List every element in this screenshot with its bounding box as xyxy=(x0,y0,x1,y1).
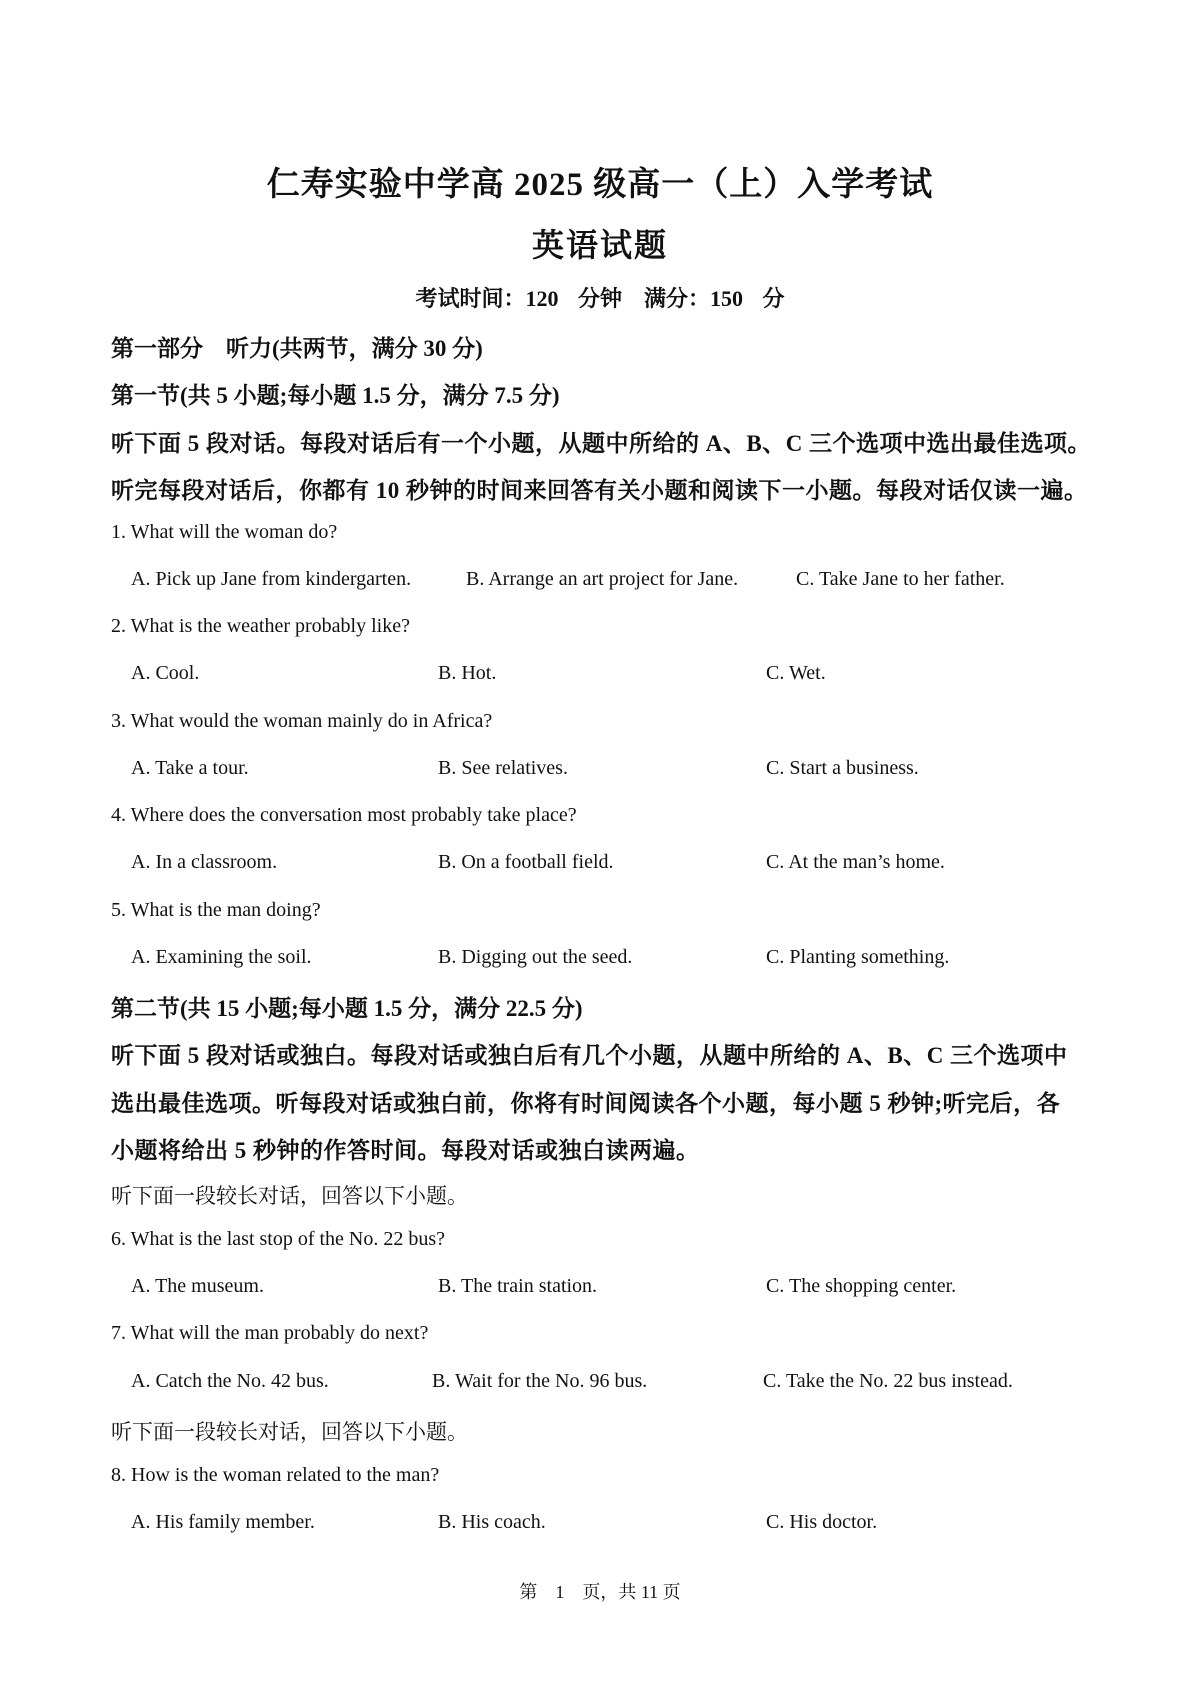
option-a: A. Take a tour. xyxy=(131,757,249,779)
option-b: B. Arrange an art project for Jane. xyxy=(466,568,739,590)
exam-meta: 考试时间：120 分钟 满分：150 分 xyxy=(415,286,785,311)
option-a: A. Catch the No. 42 bus. xyxy=(131,1370,329,1392)
option-b: B. See relatives. xyxy=(438,757,568,779)
option-c: C. At the man’s home. xyxy=(766,851,945,873)
part-heading: 第一部分 听力(共两节，满分 30 分) xyxy=(111,336,483,361)
option-c: C. The shopping center. xyxy=(766,1275,957,1297)
section2-instruction-line: 小题将给出 5 秒钟的作答时间。每段对话或独白读两遍。 xyxy=(111,1138,700,1163)
exam-title: 仁寿实验中学高 2025 级高一（上）入学考试 xyxy=(266,167,934,203)
question-text: 1. What will the woman do? xyxy=(111,521,338,543)
option-a: A. Pick up Jane from kindergarten. xyxy=(131,568,412,590)
exam-subtitle: 英语试题 xyxy=(531,227,668,263)
option-c: C. His doctor. xyxy=(766,1511,878,1533)
option-b: B. The train station. xyxy=(438,1275,598,1297)
section1-instruction-line: 听下面 5 段对话。每段对话后有一个小题，从题中所给的 A、B、C 三个选项中选出最佳选项。 xyxy=(111,431,1092,456)
question-text: 8. How is the woman related to the man? xyxy=(111,1464,440,1486)
option-a: A. The museum. xyxy=(131,1275,264,1297)
page-footer: 第 1 页，共 11 页 xyxy=(519,1582,681,1602)
question-text: 5. What is the man doing? xyxy=(111,899,321,921)
section1-instruction-line: 听完每段对话后，你都有 10 秒钟的时间来回答有关小题和阅读下一小题。每段对话仅读一遍。 xyxy=(111,478,1088,503)
listening-note: 听下面一段较长对话，回答以下小题。 xyxy=(111,1420,468,1444)
option-b: B. His coach. xyxy=(438,1511,546,1533)
option-c: C. Take Jane to her father. xyxy=(796,568,1005,590)
option-b: B. Digging out the seed. xyxy=(438,946,633,968)
option-c: C. Take the No. 22 bus instead. xyxy=(763,1370,1013,1392)
option-c: C. Planting something. xyxy=(766,946,950,968)
option-b: B. On a football field. xyxy=(438,851,614,873)
question-text: 4. Where does the conversation most probably take place? xyxy=(111,804,577,826)
section2-heading: 第二节(共 15 小题;每小题 1.5 分，满分 22.5 分) xyxy=(111,996,583,1021)
question-text: 7. What will the man probably do next? xyxy=(111,1322,429,1344)
option-a: A. His family member. xyxy=(131,1511,315,1533)
option-c: C. Wet. xyxy=(766,662,826,684)
option-c: C. Start a business. xyxy=(766,757,919,779)
option-b: B. Hot. xyxy=(438,662,497,684)
section2-instruction-line: 选出最佳选项。听每段对话或独白前，你将有时间阅读各个小题，每小题 5 秒钟;听完后，各 xyxy=(111,1091,1061,1116)
question-text: 2. What is the weather probably like? xyxy=(111,615,410,637)
option-a: A. Cool. xyxy=(131,662,200,684)
section1-heading: 第一节(共 5 小题;每小题 1.5 分，满分 7.5 分) xyxy=(111,383,560,408)
option-b: B. Wait for the No. 96 bus. xyxy=(432,1370,648,1392)
option-a: A. In a classroom. xyxy=(131,851,278,873)
listening-note: 听下面一段较长对话，回答以下小题。 xyxy=(111,1184,468,1208)
question-text: 3. What would the woman mainly do in Africa? xyxy=(111,710,493,732)
option-a: A. Examining the soil. xyxy=(131,946,312,968)
question-text: 6. What is the last stop of the No. 22 bus? xyxy=(111,1228,446,1250)
section2-instruction-line: 听下面 5 段对话或独白。每段对话或独白后有几个小题，从题中所给的 A、B、C 三个选项中 xyxy=(111,1043,1068,1068)
